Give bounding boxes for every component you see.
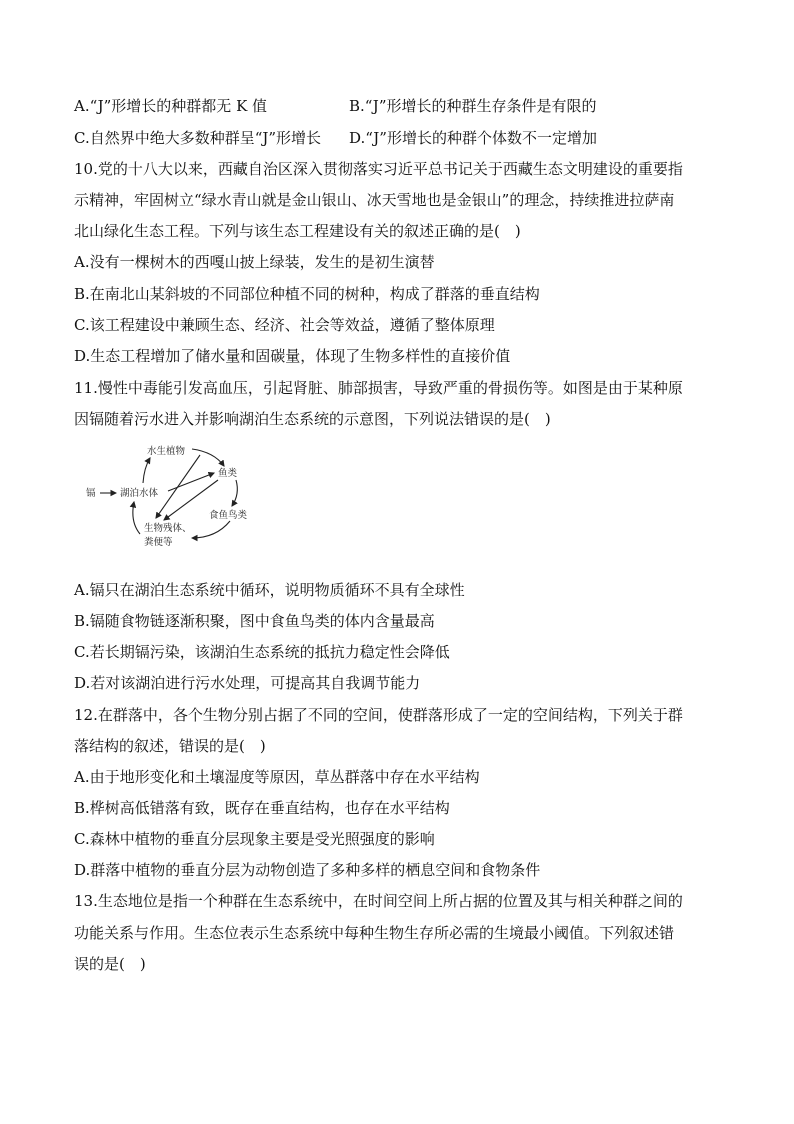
arrow-residue-to-lake bbox=[133, 502, 140, 534]
arrow-lake-to-plants bbox=[143, 458, 150, 483]
q11-option-b: B.镉随食物链逐渐积聚，图中食鱼鸟类的体内含量最高 bbox=[74, 612, 435, 630]
q13-stem-line: 13.生态地位是指一个种群在生态系统中，在时间空间上所占据的位置及其与相关种群之间的 bbox=[74, 892, 683, 910]
cadmium-cycle-diagram bbox=[80, 438, 280, 554]
q12-stem-line: 12.在群落中，各个生物分别占据了不同的空间，使群落形成了一定的空间结构，下列关于群 bbox=[74, 706, 683, 724]
q9-option-d: D.“J”形增长的种群个体数不一定增加 bbox=[349, 129, 597, 147]
node-residue-line2: 粪便等 bbox=[144, 537, 173, 548]
node-aquatic-plants: 水生植物 bbox=[147, 446, 186, 457]
node-fish-eating-birds: 食鱼鸟类 bbox=[209, 510, 248, 521]
arrow-fish-to-birds bbox=[232, 480, 237, 506]
q10-stem-line: 10.党的十八大以来，西藏自治区深入贯彻落实习近平总书记关于西藏生态文明建设的重要指 bbox=[74, 160, 683, 178]
q10-option-b: B.在南北山某斜坡的不同部位种植不同的树种，构成了群落的垂直结构 bbox=[74, 285, 540, 303]
q11-option-a: A.镉只在湖泊生态系统中循环，说明物质循环不具有全球性 bbox=[74, 581, 465, 599]
q12-option-d: D.群落中植物的垂直分层为动物创造了多种多样的栖息空间和食物条件 bbox=[74, 861, 541, 879]
node-residue-line1: 生物残体、 bbox=[144, 523, 192, 534]
q12-option-c: C.森林中植物的垂直分层现象主要是受光照强度的影响 bbox=[74, 830, 435, 848]
arrow-birds-to-residue bbox=[192, 521, 230, 538]
q10-option-d: D.生态工程增加了储水量和固碳量，体现了生物多样性的直接价值 bbox=[74, 347, 511, 365]
arrow-plants-to-fish bbox=[192, 449, 224, 466]
q10-stem-line: 示精神，牢固树立“绿水青山就是金山银山、冰天雪地也是金银山”的理念，持续推进拉萨南 bbox=[74, 191, 675, 209]
q12-stem-line: 落结构的叙述，错误的是( ) bbox=[74, 737, 266, 755]
q11-stem-line: 因镉随着污水进入并影响湖泊生态系统的示意图，下列说法错误的是( ) bbox=[74, 410, 551, 428]
q11-option-d: D.若对该湖泊进行污水处理，可提高其自我调节能力 bbox=[74, 674, 421, 692]
node-cadmium: 镉 bbox=[86, 488, 96, 499]
q9-option-c: C.自然界中绝大多数种群呈“J”形增长 bbox=[74, 129, 322, 147]
q10-option-a: A.没有一棵树木的西嘎山披上绿装，发生的是初生演替 bbox=[74, 253, 435, 271]
q9-option-b: B.“J”形增长的种群生存条件是有限的 bbox=[349, 97, 597, 115]
q11-stem-line: 11.慢性中毒能引发高血压，引起肾脏、肺部损害，导致严重的骨损伤等。如图是由于某种原 bbox=[74, 379, 683, 397]
q12-option-b: B.桦树高低错落有致，既存在垂直结构，也存在水平结构 bbox=[74, 799, 450, 817]
node-fish: 鱼类 bbox=[218, 468, 238, 479]
q13-stem-line: 功能关系与作用。生态位表示生态系统中每种生物生存所必需的生境最小阈值。下列叙述错 bbox=[74, 924, 675, 942]
q12-option-a: A.由于地形变化和土壤湿度等原因，草丛群落中存在水平结构 bbox=[74, 768, 480, 786]
q10-stem-line: 北山绿化生态工程。下列与该生态工程建设有关的叙述正确的是( ) bbox=[74, 222, 521, 240]
q10-option-c: C.该工程建设中兼顾生态、经济、社会等效益，遵循了整体原理 bbox=[74, 316, 495, 334]
q13-stem-line: 误的是( ) bbox=[74, 955, 146, 973]
q9-option-a: A.“J”形增长的种群都无 K 值 bbox=[74, 97, 268, 115]
q11-option-c: C.若长期镉污染，该湖泊生态系统的抵抗力稳定性会降低 bbox=[74, 643, 450, 661]
node-lake-water: 湖泊水体 bbox=[120, 488, 159, 499]
